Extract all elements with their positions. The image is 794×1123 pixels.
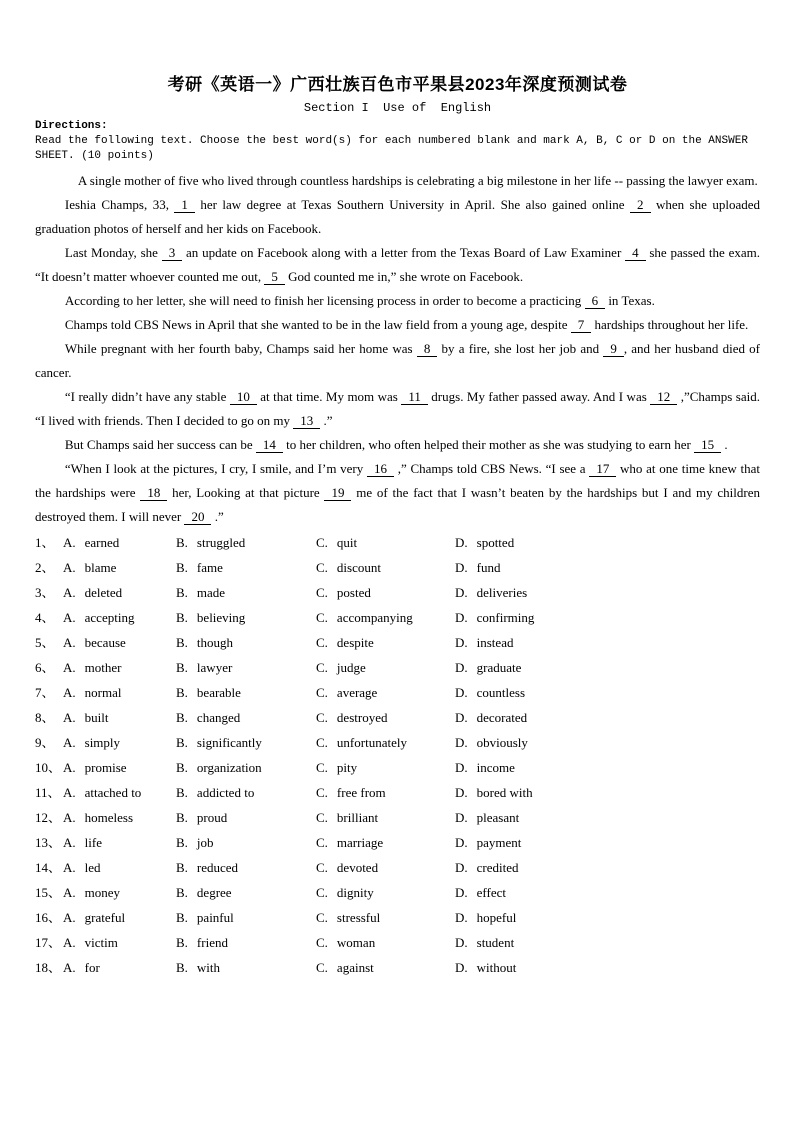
option-letter: A. — [63, 560, 76, 575]
option-letter: B. — [176, 685, 188, 700]
option-b — [176, 780, 316, 805]
option-a — [63, 905, 176, 930]
option-letter: C. — [316, 810, 328, 825]
option-a — [63, 605, 176, 630]
directions-text: Read the following text. Choose the best word(s) for each numbered blank and mark A, B, C or D on the ANSWER SHEET. (10 points) — [35, 135, 748, 162]
option-letter: B. — [176, 885, 188, 900]
option-text: instead — [476, 635, 514, 650]
question-row-16 — [35, 905, 760, 930]
cloze-passage — [35, 169, 760, 529]
option-text: posted — [336, 585, 371, 600]
option-letter: C. — [316, 760, 328, 775]
cloze-blank-17: 17 — [589, 461, 616, 477]
option-text: victim — [84, 935, 118, 950]
option-text: judge — [336, 660, 366, 675]
option-b — [176, 905, 316, 930]
cloze-blank-16: 16 — [367, 461, 394, 477]
option-text: because — [84, 635, 126, 650]
option-a — [63, 630, 176, 655]
option-letter: D. — [455, 810, 468, 825]
option-letter: A. — [63, 710, 76, 725]
option-text: deleted — [84, 585, 123, 600]
cloze-blank-13: 13 — [293, 413, 320, 429]
option-c — [316, 630, 455, 655]
question-row-6 — [35, 655, 760, 680]
option-text: promise — [84, 760, 127, 775]
option-letter: D. — [455, 735, 468, 750]
question-number: 2、 — [35, 560, 55, 575]
question-row-10 — [35, 755, 760, 780]
option-b — [176, 705, 316, 730]
question-row-17 — [35, 930, 760, 955]
option-c — [316, 880, 455, 905]
option-letter: D. — [455, 710, 468, 725]
question-row-1 — [35, 530, 760, 555]
option-a — [63, 855, 176, 880]
option-letter: D. — [455, 685, 468, 700]
option-a — [63, 705, 176, 730]
option-text: student — [476, 935, 515, 950]
option-letter: B. — [176, 610, 188, 625]
option-text: discount — [336, 560, 381, 575]
cloze-blank-15: 15 — [694, 437, 721, 453]
option-text: decorated — [476, 710, 528, 725]
option-letter: A. — [63, 610, 76, 625]
option-b — [176, 880, 316, 905]
cloze-blank-2: 2 — [630, 197, 651, 213]
option-text: dignity — [336, 885, 374, 900]
option-letter: A. — [63, 810, 76, 825]
passage-paragraph-8: But Champs said her success can be 14 to her children, who often helped their mother as she was studying to earn her 15 . — [64, 437, 728, 452]
option-text: addicted to — [196, 785, 255, 800]
option-text: accepting — [84, 610, 135, 625]
option-letter: C. — [316, 785, 328, 800]
option-letter: C. — [316, 835, 328, 850]
option-c — [316, 955, 455, 980]
option-c — [316, 830, 455, 855]
cloze-blank-8: 8 — [417, 341, 438, 357]
option-text: reduced — [196, 860, 239, 875]
option-text: hopeful — [476, 910, 517, 925]
option-letter: B. — [176, 960, 188, 975]
option-d — [455, 805, 760, 830]
question-row-7 — [35, 680, 760, 705]
option-letter: A. — [63, 760, 76, 775]
option-letter: D. — [455, 660, 468, 675]
option-letter: B. — [176, 735, 188, 750]
question-number: 8、 — [35, 710, 55, 725]
option-a — [63, 755, 176, 780]
option-b — [176, 755, 316, 780]
option-c — [316, 855, 455, 880]
question-number: 15、 — [35, 885, 62, 900]
option-letter: D. — [455, 785, 468, 800]
option-c — [316, 555, 455, 580]
option-a — [63, 680, 176, 705]
option-c — [316, 580, 455, 605]
option-b — [176, 655, 316, 680]
option-b — [176, 630, 316, 655]
option-text: fame — [196, 560, 223, 575]
option-letter: D. — [455, 960, 468, 975]
option-letter: C. — [316, 535, 328, 550]
option-text: significantly — [196, 735, 262, 750]
question-number: 7、 — [35, 685, 55, 700]
directions-block — [35, 119, 760, 164]
directions-label: Directions: — [35, 120, 108, 132]
option-letter: C. — [316, 960, 328, 975]
option-letter: A. — [63, 685, 76, 700]
option-letter: A. — [63, 860, 76, 875]
option-c — [316, 655, 455, 680]
option-d — [455, 755, 760, 780]
option-text: spotted — [476, 535, 515, 550]
option-letter: D. — [455, 910, 468, 925]
passage-paragraph-3: Last Monday, she 3 an update on Facebook along with a letter from the Texas Board of Law Examiner 4 she passed the exam. “It doesn’t matter whoever counted me out, 5 God counted me in,” she wrote on Facebook. — [35, 245, 760, 284]
question-number: 5、 — [35, 635, 55, 650]
option-letter: D. — [455, 560, 468, 575]
option-b — [176, 605, 316, 630]
option-text: money — [84, 885, 121, 900]
option-d — [455, 630, 760, 655]
option-text: graduate — [476, 660, 522, 675]
option-d — [455, 955, 760, 980]
cloze-blank-19: 19 — [324, 485, 351, 501]
option-letter: C. — [316, 710, 328, 725]
option-b — [176, 580, 316, 605]
option-text: despite — [336, 635, 374, 650]
option-text: homeless — [84, 810, 134, 825]
option-letter: D. — [455, 835, 468, 850]
option-letter: B. — [176, 935, 188, 950]
question-number: 14、 — [35, 860, 62, 875]
question-number: 17、 — [35, 935, 62, 950]
cloze-blank-14: 14 — [256, 437, 283, 453]
option-letter: A. — [63, 960, 76, 975]
question-number: 4、 — [35, 610, 55, 625]
option-text: though — [196, 635, 234, 650]
option-d — [455, 680, 760, 705]
passage-paragraph-9: “When I look at the pictures, I cry, I smile, and I’m very 16 ,” Champs told CBS News. “I see a 17 who at one time knew that the hardships were 18 her, Looking at that picture 19 me of the fact that I wasn’t beaten by the hardships but I and my children destroyed them. I will never 20 .” — [35, 461, 761, 524]
option-text: average — [336, 685, 378, 700]
passage-paragraph-7: “I really didn’t have any stable 10 at that time. My mom was 11 drugs. My father passed away. And I was 12 ,”Champs said. “I lived with friends. Then I decided to go on my 13 .” — [35, 389, 761, 428]
option-text: accompanying — [336, 610, 413, 625]
option-text: pleasant — [476, 810, 520, 825]
option-a — [63, 580, 176, 605]
option-a — [63, 955, 176, 980]
question-row-9 — [35, 730, 760, 755]
option-c — [316, 780, 455, 805]
option-text: credited — [476, 860, 519, 875]
passage-paragraph-2: Ieshia Champs, 33, 1 her law degree at Texas Southern University in April. She also gained online 2 when she uploaded graduation photos of herself and her kids on Facebook. — [35, 197, 760, 236]
option-text: without — [476, 960, 517, 975]
option-c — [316, 805, 455, 830]
question-list — [35, 530, 760, 980]
option-text: destroyed — [336, 710, 388, 725]
question-number: 6、 — [35, 660, 55, 675]
option-text: against — [336, 960, 374, 975]
option-letter: D. — [455, 760, 468, 775]
option-text: countless — [476, 685, 526, 700]
question-number: 3、 — [35, 585, 55, 600]
option-a — [63, 655, 176, 680]
option-letter: B. — [176, 635, 188, 650]
option-letter: D. — [455, 885, 468, 900]
cloze-blank-20: 20 — [184, 509, 211, 525]
passage-paragraph-4: According to her letter, she will need to finish her licensing process in order to become a practicing 6 in Texas. — [64, 293, 655, 308]
option-letter: B. — [176, 785, 188, 800]
option-letter: A. — [63, 535, 76, 550]
option-text: earned — [84, 535, 120, 550]
option-letter: A. — [63, 735, 76, 750]
option-text: confirming — [476, 610, 535, 625]
option-text: believing — [196, 610, 246, 625]
option-d — [455, 855, 760, 880]
option-text: proud — [196, 810, 228, 825]
option-c — [316, 930, 455, 955]
option-text: stressful — [336, 910, 381, 925]
option-b — [176, 730, 316, 755]
cloze-blank-12: 12 — [650, 389, 677, 405]
option-letter: A. — [63, 785, 76, 800]
option-letter: B. — [176, 535, 188, 550]
question-number: 12、 — [35, 810, 62, 825]
option-letter: B. — [176, 560, 188, 575]
option-d — [455, 830, 760, 855]
question-row-13 — [35, 830, 760, 855]
option-a — [63, 780, 176, 805]
option-letter: C. — [316, 685, 328, 700]
option-letter: A. — [63, 660, 76, 675]
question-row-14 — [35, 855, 760, 880]
option-letter: D. — [455, 935, 468, 950]
cloze-blank-9: 9 — [603, 341, 624, 357]
option-letter: C. — [316, 735, 328, 750]
option-d — [455, 930, 760, 955]
option-text: simply — [84, 735, 121, 750]
option-text: income — [476, 760, 515, 775]
passage-paragraph-1: A single mother of five who lived through countless hardships is celebrating a big milestone in her life -- passing the lawyer exam. — [77, 173, 758, 188]
option-text: brilliant — [336, 810, 379, 825]
option-text: made — [196, 585, 226, 600]
option-letter: D. — [455, 535, 468, 550]
option-letter: D. — [455, 860, 468, 875]
option-text: struggled — [196, 535, 246, 550]
option-letter: A. — [63, 885, 76, 900]
option-text: life — [84, 835, 102, 850]
question-row-18 — [35, 955, 760, 980]
option-text: marriage — [336, 835, 384, 850]
option-text: attached to — [84, 785, 142, 800]
option-letter: D. — [455, 585, 468, 600]
question-number: 10、 — [35, 760, 62, 775]
option-a — [63, 530, 176, 555]
question-number: 16、 — [35, 910, 62, 925]
option-c — [316, 755, 455, 780]
option-letter: C. — [316, 610, 328, 625]
option-letter: B. — [176, 835, 188, 850]
option-letter: C. — [316, 860, 328, 875]
option-text: obviously — [476, 735, 528, 750]
option-text: normal — [84, 685, 122, 700]
option-letter: C. — [316, 885, 328, 900]
option-d — [455, 730, 760, 755]
option-d — [455, 780, 760, 805]
option-text: painful — [196, 910, 234, 925]
option-text: mother — [84, 660, 122, 675]
option-d — [455, 555, 760, 580]
option-b — [176, 805, 316, 830]
passage-paragraph-6: While pregnant with her fourth baby, Champs said her home was 8 by a fire, she lost her job and 9 , and her husband died of cancer. — [35, 341, 760, 380]
option-text: friend — [196, 935, 228, 950]
option-text: fund — [476, 560, 501, 575]
section-heading: Section I Use of English — [303, 101, 492, 115]
option-a — [63, 880, 176, 905]
option-text: deliveries — [476, 585, 528, 600]
option-letter: C. — [316, 935, 328, 950]
option-letter: B. — [176, 585, 188, 600]
option-a — [63, 555, 176, 580]
question-row-5 — [35, 630, 760, 655]
option-b — [176, 855, 316, 880]
option-a — [63, 830, 176, 855]
option-c — [316, 680, 455, 705]
option-text: quit — [336, 535, 358, 550]
option-letter: B. — [176, 710, 188, 725]
option-letter: C. — [316, 585, 328, 600]
option-text: payment — [476, 835, 522, 850]
option-letter: B. — [176, 910, 188, 925]
option-d — [455, 880, 760, 905]
option-text: lawyer — [196, 660, 233, 675]
cloze-blank-11: 11 — [401, 389, 428, 405]
option-d — [455, 580, 760, 605]
option-letter: C. — [316, 635, 328, 650]
option-b — [176, 555, 316, 580]
question-row-3 — [35, 580, 760, 605]
question-row-4 — [35, 605, 760, 630]
question-number: 9、 — [35, 735, 55, 750]
option-b — [176, 955, 316, 980]
question-number: 13、 — [35, 835, 62, 850]
option-letter: D. — [455, 635, 468, 650]
question-row-8 — [35, 705, 760, 730]
option-b — [176, 680, 316, 705]
question-row-12 — [35, 805, 760, 830]
cloze-blank-5: 5 — [264, 269, 285, 285]
question-row-15 — [35, 880, 760, 905]
option-text: built — [84, 710, 109, 725]
option-text: degree — [196, 885, 232, 900]
option-a — [63, 930, 176, 955]
option-text: job — [196, 835, 214, 850]
option-c — [316, 605, 455, 630]
cloze-blank-10: 10 — [230, 389, 257, 405]
option-c — [316, 530, 455, 555]
cloze-blank-7: 7 — [571, 317, 592, 333]
cloze-blank-18: 18 — [140, 485, 167, 501]
option-d — [455, 605, 760, 630]
passage-paragraph-5: Champs told CBS News in April that she wanted to be in the law field from a young age, despite 7 hardships throughout her life. — [64, 317, 749, 332]
cloze-blank-1: 1 — [174, 197, 195, 213]
cloze-blank-4: 4 — [625, 245, 646, 261]
option-b — [176, 530, 316, 555]
option-text: blame — [84, 560, 117, 575]
option-text: led — [84, 860, 101, 875]
option-text: woman — [336, 935, 376, 950]
option-text: free from — [336, 785, 386, 800]
option-b — [176, 930, 316, 955]
option-letter: B. — [176, 660, 188, 675]
option-text: organization — [196, 760, 262, 775]
option-text: bored with — [476, 785, 533, 800]
question-row-11 — [35, 780, 760, 805]
option-letter: C. — [316, 560, 328, 575]
option-d — [455, 530, 760, 555]
option-letter: B. — [176, 760, 188, 775]
option-text: unfortunately — [336, 735, 407, 750]
option-letter: A. — [63, 935, 76, 950]
option-letter: A. — [63, 835, 76, 850]
option-letter: B. — [176, 810, 188, 825]
option-b — [176, 830, 316, 855]
option-text: devoted — [336, 860, 379, 875]
option-a — [63, 730, 176, 755]
option-letter: A. — [63, 910, 76, 925]
option-d — [455, 705, 760, 730]
question-number: 18、 — [35, 960, 62, 975]
option-text: effect — [476, 885, 506, 900]
cloze-blank-6: 6 — [585, 293, 606, 309]
question-number: 1、 — [35, 535, 55, 550]
option-c — [316, 705, 455, 730]
option-text: for — [84, 960, 100, 975]
option-c — [316, 730, 455, 755]
option-d — [455, 655, 760, 680]
option-letter: B. — [176, 860, 188, 875]
option-text: bearable — [196, 685, 241, 700]
option-letter: C. — [316, 660, 328, 675]
option-text: grateful — [84, 910, 126, 925]
option-a — [63, 805, 176, 830]
question-number: 11、 — [35, 785, 61, 800]
page-title: 考研《英语一》广西壮族百色市平果县2023年深度预测试卷 — [167, 75, 628, 94]
option-letter: D. — [455, 610, 468, 625]
option-letter: A. — [63, 585, 76, 600]
option-text: changed — [196, 710, 241, 725]
option-d — [455, 905, 760, 930]
option-letter: C. — [316, 910, 328, 925]
question-row-2 — [35, 555, 760, 580]
cloze-blank-3: 3 — [162, 245, 183, 261]
option-text: pity — [336, 760, 358, 775]
option-letter: A. — [63, 635, 76, 650]
option-text: with — [196, 960, 221, 975]
option-c — [316, 905, 455, 930]
